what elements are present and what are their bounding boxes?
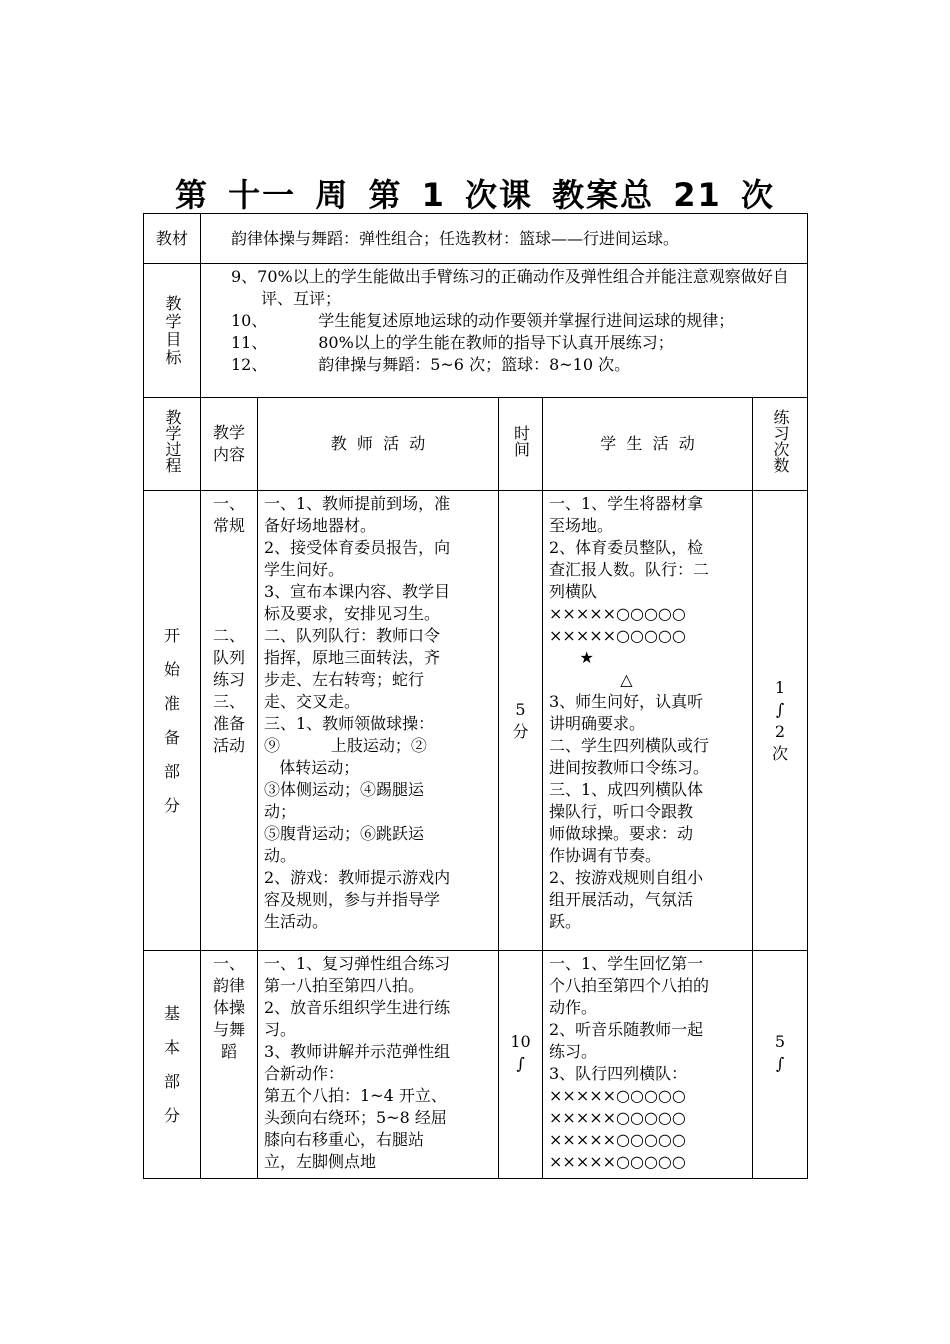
section-1-teacher — [258, 491, 499, 951]
header-content-text: 教学内容 — [212, 423, 245, 464]
section-name-char: 基 — [163, 1003, 180, 1023]
goal-item: 10、 学生能复述原地运球的动作要领并掌握行进间运球的规律； — [231, 311, 735, 330]
goal-item: 11、 80%以上的学生能在教师的指导下认真开展练习； — [231, 333, 674, 352]
section-2-time-lines — [505, 1031, 536, 1075]
goals-label-text: 教学目标 — [163, 294, 182, 367]
header-time — [499, 398, 543, 491]
student-line: 2、听音乐随教师一起 — [549, 1020, 704, 1039]
time-line: 10 — [510, 1032, 531, 1051]
student-line: 组开展活动，气氛活 — [549, 890, 694, 909]
content-line: 练习 — [212, 670, 245, 689]
header-time-text: 时间 — [511, 425, 531, 457]
content-line — [207, 537, 251, 559]
student-line: 3、师生问好，认真听 — [549, 692, 704, 711]
student-line: 2、按游戏规则自组小 — [549, 868, 704, 887]
student-line: 作协调有节奏。 — [549, 846, 662, 865]
student-line: 列横队 — [549, 582, 598, 601]
teacher-line: 三、1、教师领做球操： — [264, 714, 435, 733]
header-content — [201, 398, 258, 491]
goals-cell — [201, 264, 808, 398]
section-1-time-lines — [505, 699, 536, 743]
teacher-line: 二、队列队行：教师口令 — [264, 626, 441, 645]
student-line: ★ — [549, 648, 594, 667]
section-1-student-lines — [549, 493, 746, 933]
header-student: 学 生 活 动 — [543, 398, 753, 491]
section-1-count — [753, 491, 808, 951]
teacher-line: ⑤腹背运动；⑥跳跃运 — [264, 824, 425, 843]
teacher-line: 头颈向右绕环；5~8 经屈 — [264, 1108, 447, 1127]
section-name-char: 本 — [163, 1037, 180, 1057]
student-line: ×××××○○○○○ — [549, 626, 686, 645]
teacher-line: 2、放音乐组织学生进行练 — [264, 998, 451, 1017]
content-line: 常规 — [212, 516, 245, 535]
time-line: 5 — [515, 699, 526, 719]
time-line: 分 — [512, 721, 529, 741]
student-line: 3、队行四列横队： — [549, 1064, 688, 1083]
student-line: △ — [549, 670, 633, 689]
student-line: ×××××○○○○○ — [549, 1108, 686, 1127]
teacher-line: 膝向右移重心，右腿站 — [264, 1130, 425, 1149]
content-line: 准备 — [212, 714, 245, 733]
section-2-student-lines — [549, 953, 746, 1173]
content-line — [207, 603, 251, 625]
section-2-count — [753, 951, 808, 1179]
content-line: 队列 — [212, 648, 245, 667]
teacher-line: 3、教师讲解并示范弹性组 — [264, 1042, 451, 1061]
student-line: 一、1、学生将器材拿 — [549, 494, 704, 513]
student-line: 练习。 — [549, 1042, 598, 1061]
student-line: 个八拍至第四个八拍的 — [549, 976, 710, 995]
student-line: ×××××○○○○○ — [549, 1130, 686, 1149]
section-2-count-lines — [759, 1031, 801, 1075]
content-line: 与舞 — [212, 1020, 245, 1039]
material-text: 韵律体操与舞蹈：弹性组合；任选教材：篮球——行进间运球。 — [201, 214, 808, 264]
page-title: 第 十一 周 第 1 次课 教案总 21 次 — [175, 176, 775, 214]
student-line: ×××××○○○○○ — [549, 1086, 686, 1105]
section-1-student — [543, 491, 753, 951]
teacher-line: 步走、左右转弯；蛇行 — [264, 670, 425, 689]
teacher-line: 标及要求，安排见习生。 — [264, 604, 441, 623]
count-line: 2 — [774, 721, 786, 741]
goal-item: 9、70%以上的学生能做出手臂练习的正确动作及弹性组合并能注意观察做好自评、互评； — [231, 267, 789, 308]
goals-label — [144, 264, 201, 398]
section-2-content-lines — [207, 953, 251, 1063]
section-2-teacher — [258, 951, 499, 1179]
count-line: 5 — [774, 1032, 786, 1051]
section-2-student — [543, 951, 753, 1179]
material-label — [144, 214, 201, 264]
student-line: 三、1、成四列横队体 — [549, 780, 704, 799]
teacher-line: 备好场地器材。 — [264, 516, 377, 535]
content-line — [207, 559, 251, 581]
teacher-line: 立，左脚侧点地 — [264, 1152, 377, 1171]
header-teacher: 教 师 活 动 — [258, 398, 499, 491]
student-line: 进间按教师口令练习。 — [549, 758, 710, 777]
teacher-line: 生活动。 — [264, 912, 329, 931]
teacher-line: 2、接受体育委员报告，向 — [264, 538, 451, 557]
count-line: 1 — [774, 677, 786, 697]
lesson-plan-table — [143, 213, 808, 1179]
teacher-line: 学生问好。 — [264, 560, 345, 579]
teacher-line: 容及规则，参与并指导学 — [264, 890, 441, 909]
student-line: 师做球操。要求：动 — [549, 824, 694, 843]
content-line: 蹈 — [220, 1042, 237, 1061]
section-2-content — [201, 951, 258, 1179]
student-line: 一、1、学生回忆第一 — [549, 954, 704, 973]
teacher-line: 合新动作： — [264, 1064, 345, 1083]
section-1-time — [499, 491, 543, 951]
section-name-char: 备 — [163, 727, 180, 747]
material-label-text: 教材 — [155, 228, 188, 248]
section-name-char: 分 — [163, 1105, 180, 1125]
teacher-line: 动。 — [264, 846, 297, 865]
teacher-line: 习。 — [264, 1020, 297, 1039]
section-name-char: 准 — [163, 693, 180, 713]
header-process — [144, 398, 201, 491]
section-1-content — [201, 491, 258, 951]
teacher-line: ③体侧运动；④踢腿运 — [264, 780, 425, 799]
teacher-line: 第一八拍至第四八拍。 — [264, 976, 425, 995]
teacher-line: 动； — [264, 802, 297, 821]
header-count-text: 练习次数 — [771, 409, 790, 473]
student-line: 操队行，听口令跟教 — [549, 802, 694, 821]
teacher-line: ⑨ 上肢运动；② — [264, 736, 427, 755]
content-line: 二、 — [212, 626, 245, 645]
count-line: 次 — [772, 743, 789, 763]
header-count — [753, 398, 808, 491]
section-1-count-lines — [759, 677, 801, 765]
section-1-teacher-lines — [264, 493, 492, 933]
goals-list — [231, 266, 801, 376]
section-1-label — [144, 491, 201, 951]
content-line: 韵律 — [212, 976, 245, 995]
teacher-line: 一、1、教师提前到场，准 — [264, 494, 451, 513]
teacher-line: 第五个八拍：1~4 开立、 — [264, 1086, 447, 1105]
teacher-line: 一、1、复习弹性组合练习 — [264, 954, 451, 973]
teacher-line: 指挥，原地三面转法，齐 — [264, 648, 441, 667]
section-2-time — [499, 951, 543, 1179]
student-line: 讲明确要求。 — [549, 714, 646, 733]
student-line: 至场地。 — [549, 516, 614, 535]
section-name-char: 部 — [163, 1071, 180, 1091]
count-line: ∫ — [775, 699, 785, 719]
header-process-text: 教学过程 — [163, 409, 182, 473]
content-line: 三、 — [212, 692, 245, 711]
section-2-teacher-lines — [264, 953, 492, 1173]
section-name-char: 开 — [163, 625, 180, 645]
student-line: ×××××○○○○○ — [549, 604, 686, 623]
student-line: ×××××○○○○○ — [549, 1152, 686, 1171]
teacher-line: 走、交叉走。 — [264, 692, 361, 711]
teacher-line: 2、游戏：教师提示游戏内 — [264, 868, 451, 887]
section-1-name — [148, 624, 196, 818]
teacher-line: 体转运动； — [264, 758, 360, 777]
student-line: 2、体育委员整队，检 — [549, 538, 704, 557]
teacher-line: 3、宣布本课内容、教学目 — [264, 582, 451, 601]
count-line: ∫ — [775, 1054, 785, 1073]
content-line: 一、 — [212, 494, 245, 513]
time-line: ∫ — [516, 1054, 525, 1073]
goal-item: 12、 韵律操与舞蹈：5~6 次；篮球：8~10 次。 — [231, 355, 631, 374]
student-line: 跃。 — [549, 912, 582, 931]
section-2-name — [148, 1002, 196, 1128]
content-line: 活动 — [212, 736, 245, 755]
section-name-char: 始 — [163, 659, 180, 679]
content-line — [207, 581, 251, 603]
content-line: 一、 — [212, 954, 245, 973]
section-1-content-lines — [207, 493, 251, 757]
student-line: 二、学生四列横队或行 — [549, 736, 710, 755]
section-name-char: 分 — [163, 795, 180, 815]
student-line: 查汇报人数。队行：二 — [549, 560, 710, 579]
section-2-label — [144, 951, 201, 1179]
student-line: 动作。 — [549, 998, 598, 1017]
section-name-char: 部 — [163, 761, 180, 781]
content-line: 体操 — [212, 998, 245, 1017]
